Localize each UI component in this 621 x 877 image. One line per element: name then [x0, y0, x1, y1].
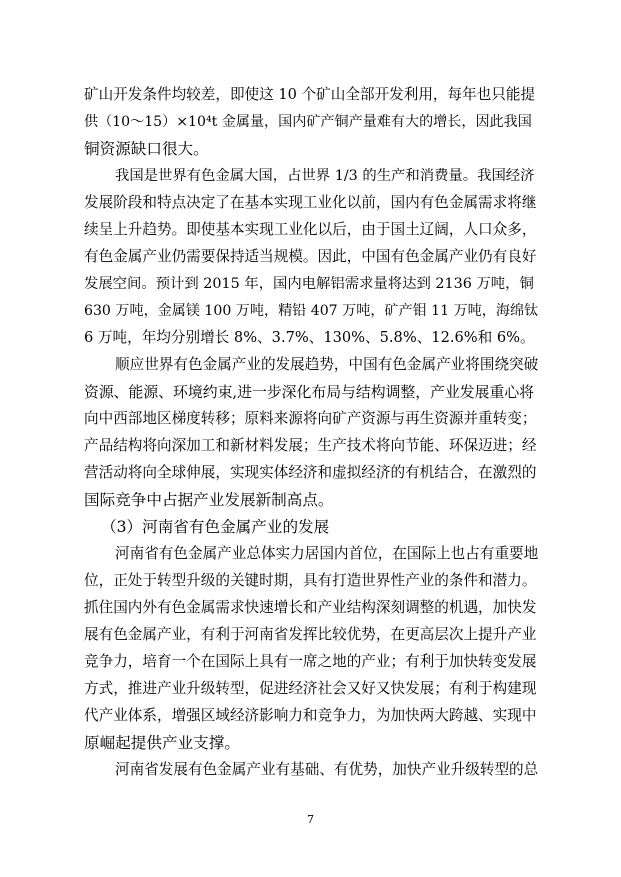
text-line: 矿山开发条件均较差，即使这 10 个矿山全部开发利用，每年也只能提 [84, 86, 536, 103]
section-heading: （3）河南省有色金属产业的发展 [101, 518, 330, 536]
text-line: 续呈上升趋势。即使基本实现工业化以后，由于国土辽阔，人口众多， [84, 221, 537, 238]
paragraph-first-line: 河南省有色金属产业总体实力居国内首位，在国际上也占有重要地 [115, 545, 538, 562]
text-line: 代产业体系，增强区域经济影响力和竞争力，为加快两大跨越、实现中 [84, 707, 537, 724]
page-number: 7 [307, 813, 314, 826]
text-line: 位，正处于转型升级的关键时期，具有打造世界性产业的条件和潜力。 [84, 572, 537, 589]
text-line: 展有色金属产业，有利于河南省发挥比较优势，在更高层次上提升产业 [84, 626, 537, 643]
text-line: 630 万吨，金属镁 100 万吨，精铅 407 万吨，矿产钼 11 万吨，海绵钛 [84, 303, 538, 319]
text-line: 供（10～15）×10⁴t 金属量，国内矿产铜产量难有大的增长，因此我国 [84, 114, 532, 130]
text-line: 竞争力，培育一个在国际上具有一席之地的产业；有利于加快转变发展 [84, 653, 537, 670]
text-line: 有色金属产业仍需要保持适当规模。因此，中国有色金属产业仍有良好 [84, 248, 537, 265]
text-line: 产品结构将向深加工和新材料发展；生产技术将向节能、环保迈进；经 [84, 437, 537, 454]
paragraph-first-line: 顺应世界有色金属产业的发展趋势，中国有色金属产业将围绕突破 [115, 356, 538, 373]
text-line: 抓住国内外有色金属需求快速增长和产业结构深刻调整的机遇，加快发 [84, 599, 537, 616]
text-line: 6 万吨，年均分别增长 8%、3.7%、130%、5.8%、12.6%和 6%。 [84, 329, 535, 346]
paragraph-first-line: 河南省发展有色金属产业有基础、有优势，加快产业升级转型的总 [115, 761, 538, 778]
text-line: 原崛起提供产业支撑。 [84, 734, 240, 752]
text-line: 资源、能源、环境约束,进一步深化布局与结构调整，产业发展重心将 [84, 383, 535, 401]
text-line: 营活动将向全球伸展，实现实体经济和虚拟经济的有机结合，在激烈的 [84, 464, 537, 481]
text-line: 发展阶段和特点决定了在基本实现工业化以前，国内有色金属需求将继 [84, 194, 537, 211]
text-line: 国际竞争中占据产业发展新制高点。 [84, 491, 334, 509]
paragraph-first-line: 我国是世界有色金属大国，占世界 1/3 的生产和消费量。我国经济 [115, 168, 535, 184]
text-line: 方式，推进产业升级转型，促进经济社会又好又快发展；有利于构建现 [84, 680, 537, 697]
text-line: 向中西部地区梯度转移；原料来源将向矿产资源与再生资源并重转变； [84, 410, 537, 427]
text-line: 铜资源缺口很大。 [84, 140, 209, 158]
text-line: 发展空间。预计到 2015 年，国内电解铝需求量将达到 2136 万吨，铜 [84, 276, 534, 292]
